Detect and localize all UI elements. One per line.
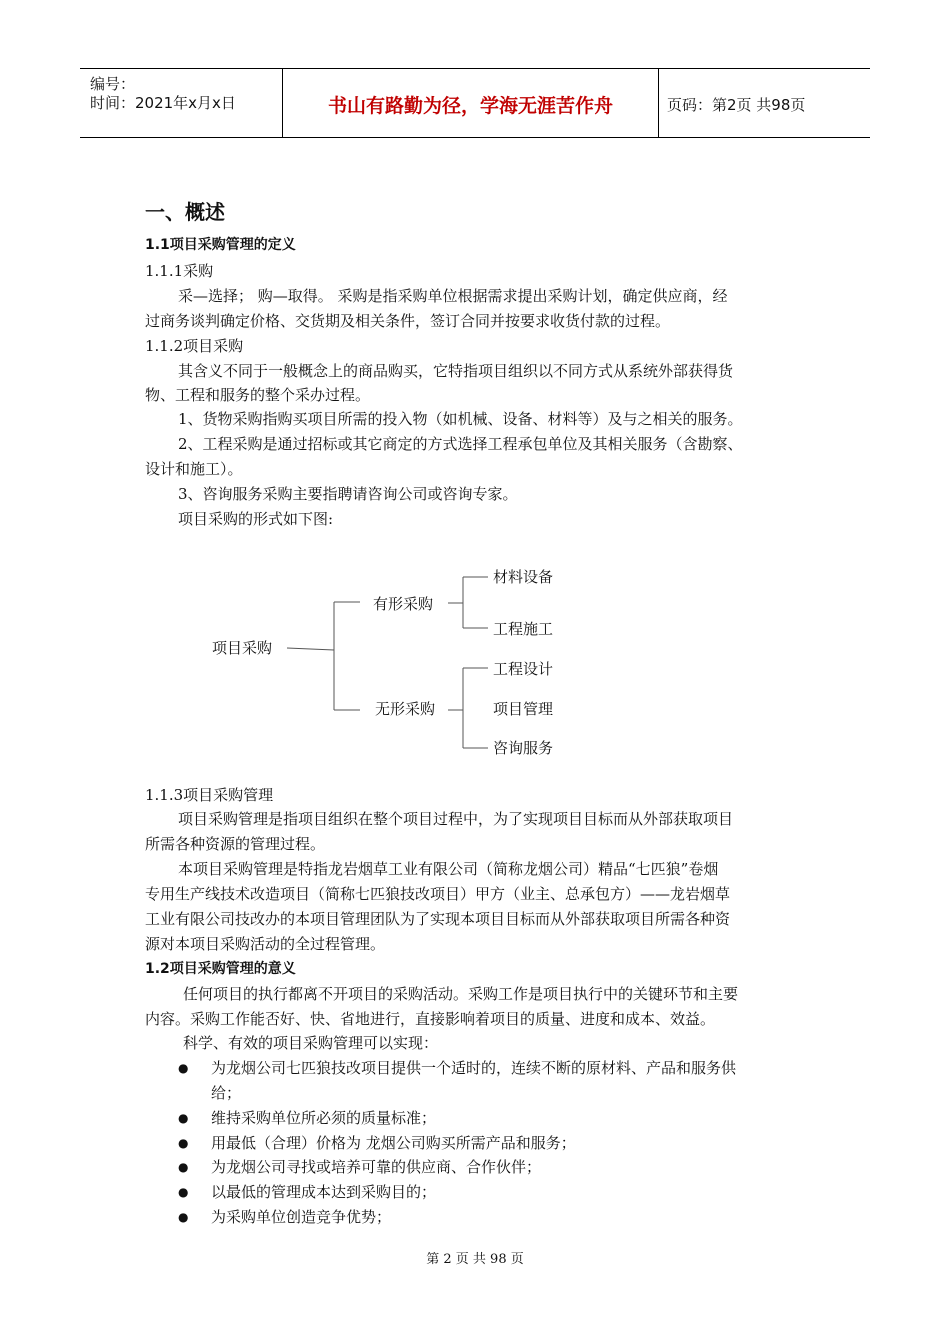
paragraph-line: 本项目采购管理是特指龙岩烟草工业有限公司（简称龙烟公司）精品“七匹狼”卷烟 bbox=[178, 860, 719, 878]
paragraph-line: 项目采购管理是指项目组织在整个项目过程中，为了实现项目目标而从外部获取项目 bbox=[178, 810, 734, 828]
page-footer: 第 2 页 共 98 页 bbox=[426, 1252, 524, 1267]
paragraph-line: 任何项目的执行都离不开项目的采购活动。采购工作是项目执行中的关键环节和主要 bbox=[183, 985, 739, 1003]
paragraph-line: 工业有限公司技改办的本项目管理团队为了实现本项目目标而从外部获取项目所需各种资 bbox=[145, 910, 731, 928]
diagram-tangible: 有形采购 bbox=[373, 595, 434, 613]
paragraph-line: 专用生产线技术改造项目（简称七匹狼技改项目）甲方（业主、总承包方）——龙岩烟草 bbox=[145, 885, 731, 903]
heading-1-2: 1.2项目采购管理的意义 bbox=[145, 961, 296, 977]
heading-1-1-3: 1.1.3项目采购管理 bbox=[145, 786, 274, 804]
diagram-leaf: 项目管理 bbox=[493, 700, 554, 718]
paragraph-line: 所需各种资源的管理过程。 bbox=[145, 835, 326, 853]
page-label: 页码：第2页 共98页 bbox=[667, 96, 806, 114]
bullet-icon: ● bbox=[178, 1185, 189, 1199]
bullet-icon: ● bbox=[178, 1061, 189, 1075]
bullet-item: 为龙烟公司七匹狼技改项目提供一个适时的，连续不断的原材料、产品和服务供 bbox=[211, 1059, 737, 1077]
list-item: 2、工程采购是通过招标或其它商定的方式选择工程承包单位及其相关服务（含勘察、 bbox=[178, 435, 743, 453]
diagram-root: 项目采购 bbox=[212, 639, 273, 657]
motto: 书山有路勤为径，学海无涯苦作舟 bbox=[327, 95, 613, 117]
bullet-item: 为龙烟公司寻找或培养可靠的供应商、合作伙伴； bbox=[211, 1158, 542, 1176]
diagram-leaf: 咨询服务 bbox=[493, 739, 554, 757]
bullet-item: 用最低（合理）价格为 龙烟公司购买所需产品和服务； bbox=[211, 1134, 576, 1152]
paragraph-line: 内容。采购工作能否好、快、省地进行，直接影响着项目的质量、进度和成本、效益。 bbox=[145, 1010, 716, 1028]
paragraph-line: 科学、有效的项目采购管理可以实现： bbox=[183, 1034, 439, 1052]
list-item: 1、货物采购指购买项目所需的投入物（如机械、设备、材料等）及与之相关的服务。 bbox=[178, 410, 743, 428]
paragraph-line: 源对本项目采购活动的全过程管理。 bbox=[145, 935, 386, 953]
heading-1-1: 1.1项目采购管理的定义 bbox=[145, 237, 296, 253]
bullet-icon: ● bbox=[178, 1160, 189, 1174]
bullet-icon: ● bbox=[178, 1136, 189, 1150]
bullet-item: 维持采购单位所必须的质量标准； bbox=[211, 1109, 437, 1127]
time-label: 时间：2021年x月x日 bbox=[90, 94, 236, 112]
paragraph-line: 物、工程和服务的整个采办过程。 bbox=[145, 386, 371, 404]
diagram-leaf: 工程设计 bbox=[493, 660, 554, 678]
section-title: 一、概述 bbox=[145, 200, 225, 224]
bullet-icon: ● bbox=[178, 1210, 189, 1224]
diagram-leaf: 工程施工 bbox=[493, 620, 554, 638]
bullet-item: 以最低的管理成本达到采购目的； bbox=[211, 1183, 437, 1201]
diagram-leaf: 材料设备 bbox=[493, 568, 554, 586]
list-item-cont: 设计和施工）。 bbox=[145, 460, 243, 478]
diagram-intangible: 无形采购 bbox=[375, 700, 436, 718]
list-item: 3、咨询服务采购主要指聘请咨询公司或咨询专家。 bbox=[178, 485, 518, 503]
bullet-item: 为采购单位创造竞争优势； bbox=[211, 1208, 392, 1226]
paragraph-line: 其含义不同于一般概念上的商品购买，它特指项目组织以不同方式从系统外部获得货 bbox=[178, 362, 734, 380]
heading-1-1-2: 1.1.2项目采购 bbox=[145, 337, 244, 355]
paragraph-line: 采—选择； 购—取得。 采购是指采购单位根据需求提出采购计划，确定供应商，经 bbox=[178, 287, 728, 305]
heading-1-1-1: 1.1.1采购 bbox=[145, 262, 214, 280]
paragraph-line: 过商务谈判确定价格、交货期及相关条件，签订合同并按要求收货付款的过程。 bbox=[145, 312, 671, 330]
bullet-icon: ● bbox=[178, 1111, 189, 1125]
form-intro: 项目采购的形式如下图: bbox=[178, 510, 334, 528]
bullet-item-cont: 给； bbox=[211, 1084, 242, 1102]
number-label: 编号： bbox=[90, 75, 136, 93]
